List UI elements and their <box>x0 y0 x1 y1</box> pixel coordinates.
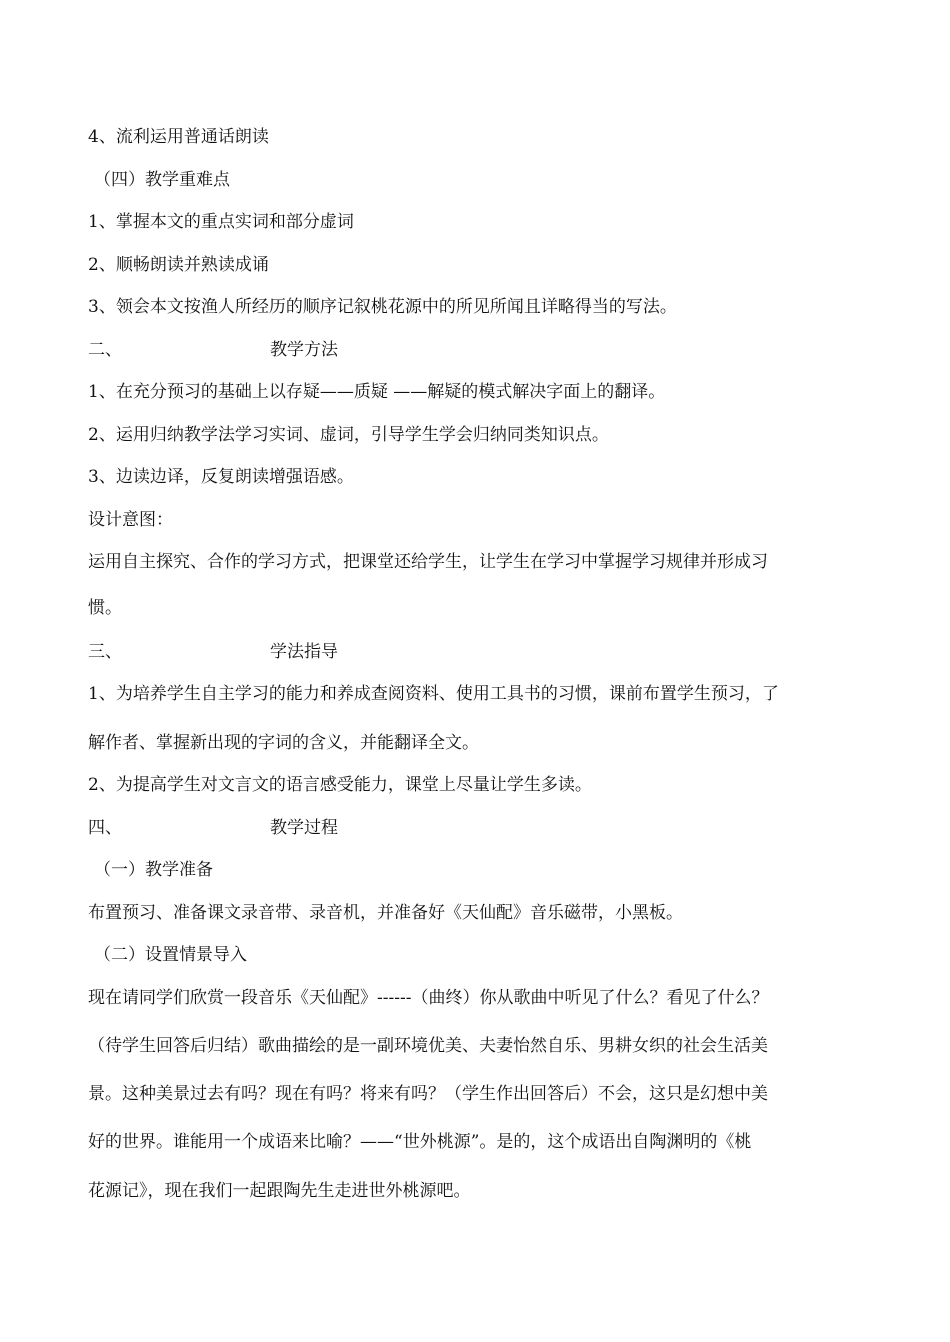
text-line: 好的世界。谁能用一个成语来比喻？——“世外桃源”。是的，这个成语出自陶渊明的《桃 <box>88 1132 752 1152</box>
section-title: 教学过程 <box>270 818 338 838</box>
text-line: 设计意图： <box>88 510 173 530</box>
section-heading <box>88 641 338 663</box>
section-number: 四、 <box>88 818 122 838</box>
subheading: （二）设置情景导入 <box>94 945 247 965</box>
section-number: 三、 <box>88 642 122 662</box>
text-line: 1、在充分预习的基础上以存疑——质疑 ——解疑的模式解决字面上的翻译。 <box>88 382 666 402</box>
section-title: 教学方法 <box>270 340 338 360</box>
text-line: 运用自主探究、合作的学习方式，把课堂还给学生，让学生在学习中掌握学习规律并形成习 <box>88 552 768 572</box>
text-line: 3、领会本文按渔人所经历的顺序记叙桃花源中的所见所闻且详略得当的写法。 <box>88 297 677 317</box>
subheading: （一）教学准备 <box>94 860 213 880</box>
text-line: 布置预习、准备课文录音带、录音机，并准备好《天仙配》音乐磁带，小黑板。 <box>88 903 683 923</box>
text-line: 3、边读边译，反复朗读增强语感。 <box>88 467 354 487</box>
text-line: 2、为提高学生对文言文的语言感受能力，课堂上尽量让学生多读。 <box>88 775 592 795</box>
text-line: （待学生回答后归结）歌曲描绘的是一副环境优美、夫妻怡然自乐、男耕女织的社会生活美 <box>88 1036 768 1056</box>
text-line: 景。这种美景过去有吗？现在有吗？将来有吗？（学生作出回答后）不会，这只是幻想中美 <box>88 1084 768 1104</box>
text-line: 解作者、掌握新出现的字词的含义，并能翻译全文。 <box>88 733 479 753</box>
text-line: 2、顺畅朗读并熟读成诵 <box>88 255 269 275</box>
subheading: （四）教学重难点 <box>94 170 230 190</box>
section-heading <box>88 339 338 361</box>
text-line: 4、流利运用普通话朗读 <box>88 127 269 147</box>
text-line: 2、运用归纳教学法学习实词、虚词，引导学生学会归纳同类知识点。 <box>88 425 609 445</box>
text-line: 现在请同学们欣赏一段音乐《天仙配》------（曲终）你从歌曲中听见了什么？看见了什么？ <box>88 988 769 1008</box>
section-heading <box>88 817 338 839</box>
text-line: 惯。 <box>88 598 122 618</box>
text-line: 花源记》，现在我们一起跟陶先生走进世外桃源吧。 <box>88 1181 471 1201</box>
section-number: 二、 <box>88 340 122 360</box>
section-title: 学法指导 <box>270 642 338 662</box>
text-line: 1、为培养学生自主学习的能力和养成查阅资料、使用工具书的习惯，课前布置学生预习，了 <box>88 684 779 704</box>
text-line: 1、掌握本文的重点实词和部分虚词 <box>88 212 354 232</box>
